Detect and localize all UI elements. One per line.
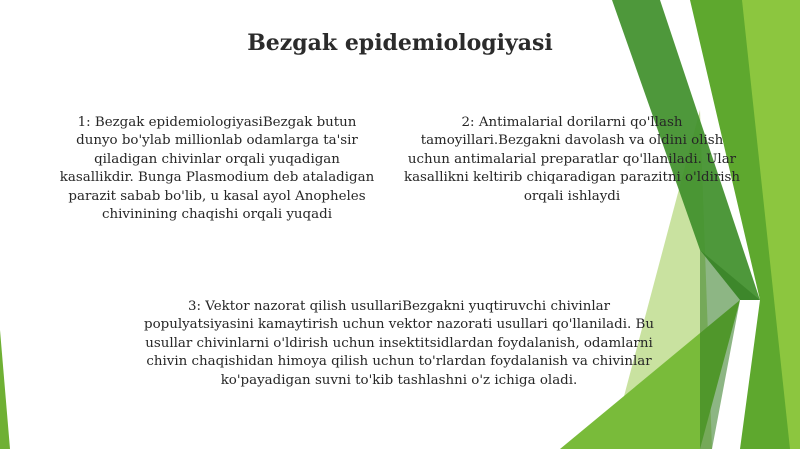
decor-left-sliver [0,330,10,449]
text-block-2: 2: Antimalarial dorilarni qo'llash tamoyillari.Bezgakni davolash va oldini olish uchun antimalarial preparatlar qo'llaniladi. Ular kasallikni keltirib chiqaradigan parazitni o'ldirish orqali ishlaydi [403,115,741,204]
text-block-3: 3: Vektor nazorat qilish usullariBezgakni yuqtiruvchi chivinlar populyatsiyasini kamaytirish uchun vektor nazorati usullari qo'llaniladi. Bu usullar chivinlarni o'ldirish uchun insektitsidlardan foydalanish, odamlarni chivin chaqishidan himoya qilish uchun to'rlardan foydalanish va chivinlar ko'payadigan suvni to'kib tashlashni o'z ichiga oladi. [144,299,654,388]
text-block-1: 1: Bezgak epidemiologiyasiBezgak butun dunyo bo'ylab millionlab odamlarga ta'sir qiladigan chivinlar orqali yuqadigan kasallikdir. Bunga Plasmodium deb ataladigan parazit sabab bo'lib, u kasal ayol Anopheles chivinining chaqishi orqali yuqadi [59,115,375,223]
slide-title: Bezgak epidemiologiyasi [247,30,553,56]
